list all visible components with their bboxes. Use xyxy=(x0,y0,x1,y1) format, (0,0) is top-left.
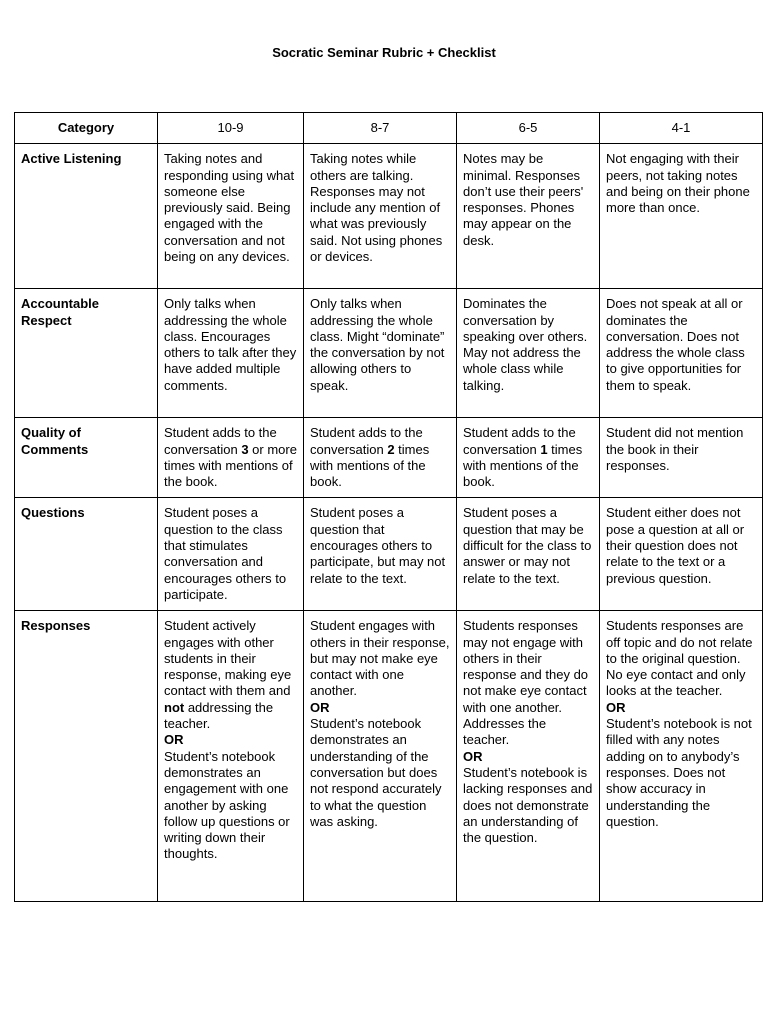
criteria-text: Only talks when addressing the whole class. Might “dominate” the conversation by not allowing others to speak. xyxy=(310,296,445,393)
category-cell: Accountable Respect xyxy=(15,289,158,418)
emphasis-text: OR xyxy=(164,732,184,748)
criteria-text: times with mentions of the book. xyxy=(310,441,430,490)
emphasis-text: OR xyxy=(310,699,330,715)
criteria-text: or more times with mentions of the book. xyxy=(164,441,297,490)
criteria-cell xyxy=(457,289,600,418)
criteria-text: Not engaging with their peers, not taking notes and being on their phone more than once. xyxy=(606,151,750,216)
criteria-cell xyxy=(304,144,457,289)
criteria-text: Student did not mention the book in their responses. xyxy=(606,425,744,473)
table-row xyxy=(15,289,763,418)
criteria-text: Student’s notebook demonstrates an understanding of the conversation but does not respond accurately to what the question was asking. xyxy=(310,716,442,829)
criteria-cell xyxy=(304,418,457,498)
emphasis-text: 1 xyxy=(540,441,548,457)
category-cell: Active Listening xyxy=(15,144,158,289)
criteria-cell xyxy=(304,611,457,902)
criteria-cell xyxy=(158,144,304,289)
emphasis-text: 3 xyxy=(241,441,249,457)
criteria-text: Student actively engages with other students in their response, making eye contact with them and xyxy=(164,618,292,699)
criteria-text: Only talks when addressing the whole class. Encourages others to talk after they have added multiple comments. xyxy=(164,296,297,393)
category-cell: Responses xyxy=(15,611,158,902)
criteria-text: Student engages with others in their response, but may not make eye contact with one another. xyxy=(310,618,450,699)
criteria-text: Student poses a question that may be difficult for the class to answer or may not relate to the text. xyxy=(463,505,592,586)
criteria-cell xyxy=(158,498,304,611)
criteria-cell xyxy=(600,418,763,498)
criteria-text: Student poses a question that encourages others to participate, but may not relate to the text. xyxy=(310,505,446,586)
criteria-cell xyxy=(600,611,763,902)
header-score-10-9: 10-9 xyxy=(158,113,304,144)
criteria-cell xyxy=(600,498,763,611)
emphasis-text: OR xyxy=(463,748,483,764)
emphasis-text: OR xyxy=(606,699,626,715)
table-row xyxy=(15,144,763,289)
criteria-text: Student’s notebook is lacking responses and does not demonstrate an understanding of the question. xyxy=(463,764,593,846)
criteria-cell xyxy=(304,289,457,418)
rubric-table xyxy=(14,112,763,902)
criteria-cell xyxy=(158,611,304,902)
criteria-cell xyxy=(158,418,304,498)
criteria-text: Student adds to the conversation xyxy=(463,425,576,457)
criteria-cell xyxy=(158,289,304,418)
criteria-text: Student adds to the conversation xyxy=(310,425,423,457)
criteria-text: Dominates the conversation by speaking over others. May not address the whole class while talking. xyxy=(463,296,588,393)
category-cell: Quality of Comments xyxy=(15,418,158,498)
page-title: Socratic Seminar Rubric + Checklist xyxy=(272,45,496,60)
criteria-cell xyxy=(304,498,457,611)
criteria-text: Students responses are off topic and do not relate to the original question. No eye contact and only looks at the teacher. xyxy=(606,618,753,699)
criteria-cell xyxy=(600,144,763,289)
header-score-6-5: 6-5 xyxy=(457,113,600,144)
criteria-cell xyxy=(457,498,600,611)
header-score-8-7: 8-7 xyxy=(304,113,457,144)
emphasis-text: 2 xyxy=(387,441,395,457)
emphasis-text: not xyxy=(164,699,185,715)
category-cell: Questions xyxy=(15,498,158,611)
criteria-cell xyxy=(600,289,763,418)
criteria-text: times with mentions of the book. xyxy=(463,441,583,490)
criteria-text: Does not speak at all or dominates the conversation. Does not address the whole class to give opportunities for them to speak. xyxy=(606,296,745,393)
criteria-text: Student poses a question to the class that stimulates conversation and encourages others to participate. xyxy=(164,505,287,602)
criteria-text: addressing the teacher. xyxy=(164,699,274,732)
criteria-text: Student either does not pose a question at all or their question does not relate to the text or a previous question. xyxy=(606,505,745,586)
criteria-text: Students responses may not engage with others in their response and they do not make eye contact with one another. Addresses the teacher. xyxy=(463,618,589,748)
criteria-text: Taking notes while others are talking. Responses may not include any mention of what was previously said. Not using phones or devices. xyxy=(310,151,443,265)
header-category: Category xyxy=(15,113,158,144)
criteria-cell xyxy=(457,611,600,902)
table-row xyxy=(15,611,763,902)
table-row xyxy=(15,418,763,498)
criteria-cell xyxy=(457,144,600,289)
criteria-text: Student’s notebook is not filled with any notes adding on to anybody’s responses. Does not show accuracy in understanding the question. xyxy=(606,716,752,829)
header-score-4-1: 4-1 xyxy=(600,113,763,144)
criteria-text: Student adds to the conversation xyxy=(164,425,277,457)
table-row xyxy=(15,498,763,611)
criteria-cell xyxy=(457,418,600,498)
criteria-text: Notes may be minimal. Responses don’t use their peers' responses. Phones may appear on the desk. xyxy=(463,151,584,248)
criteria-text: Taking notes and responding using what someone else previously said. Being engaged with the conversation and not being on any devices. xyxy=(164,151,295,265)
criteria-text: Student’s notebook demonstrates an engagement with one another by asking follow up questions or writing down their thoughts. xyxy=(164,748,290,862)
header-row xyxy=(15,113,763,144)
